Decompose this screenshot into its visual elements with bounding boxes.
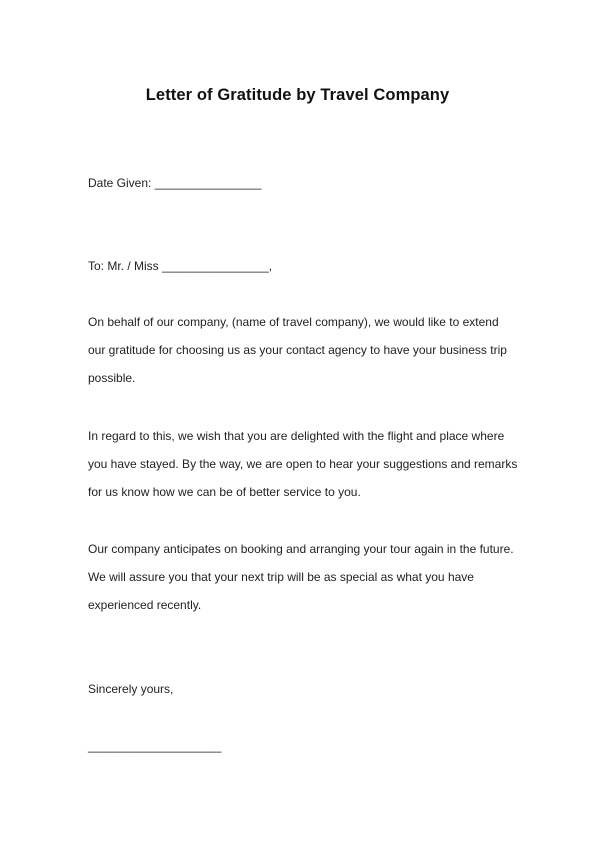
paragraph-line: possible. [88,371,136,385]
paragraph-line: In regard to this, we wish that you are delighted with the flight and place where [88,429,505,443]
paragraph-line: Our company anticipates on booking and arranging your tour again in the future. [88,542,514,556]
signature-line: ____________________ [88,739,222,753]
date-given-line: Date Given: ________________ [88,176,262,190]
paragraph-intro [88,308,518,392]
recipient-line: To: Mr. / Miss ________________, [88,259,273,273]
paragraph-line: On behalf of our company, (name of travel company), we would like to extend [88,315,499,329]
sign-off: Sincerely yours, [88,682,174,696]
paragraph-line: for us know how we can be of better service to you. [88,485,361,499]
paragraph-line: experienced recently. [88,598,202,612]
paragraph-line: We will assure you that your next trip will be as special as what you have [88,570,474,584]
paragraph-closing [88,535,518,619]
paragraph-line: our gratitude for choosing us as your contact agency to have your business trip [88,343,507,357]
paragraph-feedback [88,422,518,506]
letter-title: Letter of Gratitude by Travel Company [145,86,450,104]
paragraph-line: you have stayed. By the way, we are open to hear your suggestions and remarks [88,457,518,471]
